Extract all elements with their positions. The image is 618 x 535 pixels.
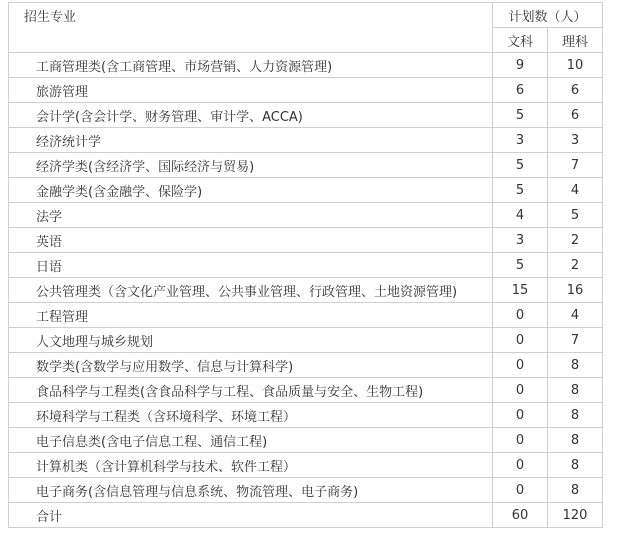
wenke-count-cell: 5 xyxy=(493,253,548,278)
wenke-count-cell: 3 xyxy=(493,228,548,253)
like-count-cell: 4 xyxy=(548,178,603,203)
total-like-cell: 120 xyxy=(548,503,603,528)
like-count-cell: 10 xyxy=(548,53,603,78)
wenke-count-cell: 0 xyxy=(493,453,548,478)
table-row xyxy=(9,428,603,453)
major-name-cell: 经济统计学 xyxy=(9,128,493,153)
table-row xyxy=(9,228,603,253)
table-row xyxy=(9,403,603,428)
table-row xyxy=(9,328,603,353)
major-name-cell: 食品科学与工程类(含食品科学与工程、食品质量与安全、生物工程) xyxy=(9,378,493,403)
major-name-cell: 经济学类(含经济学、国际经济与贸易) xyxy=(9,153,493,178)
major-header: 招生专业 xyxy=(9,3,493,53)
major-name-cell: 计算机类（含计算机科学与技术、软件工程） xyxy=(9,453,493,478)
wenke-count-cell: 0 xyxy=(493,378,548,403)
table-row xyxy=(9,478,603,503)
header-row xyxy=(9,3,603,28)
major-name-cell: 环境科学与工程类（含环境科学、环境工程） xyxy=(9,403,493,428)
wenke-count-cell: 4 xyxy=(493,203,548,228)
table-row xyxy=(9,378,603,403)
like-count-cell: 2 xyxy=(548,253,603,278)
major-name-cell: 电子商务(含信息管理与信息系统、物流管理、电子商务) xyxy=(9,478,493,503)
wenke-count-cell: 0 xyxy=(493,478,548,503)
wenke-count-cell: 3 xyxy=(493,128,548,153)
plan-header: 计划数（人） xyxy=(493,3,603,28)
wenke-count-cell: 5 xyxy=(493,103,548,128)
wenke-count-cell: 15 xyxy=(493,278,548,303)
wenke-count-cell: 6 xyxy=(493,78,548,103)
like-count-cell: 6 xyxy=(548,78,603,103)
major-name-cell: 电子信息类(含电子信息工程、通信工程) xyxy=(9,428,493,453)
like-count-cell: 8 xyxy=(548,403,603,428)
major-name-cell: 日语 xyxy=(9,253,493,278)
wenke-count-cell: 0 xyxy=(493,353,548,378)
table-row xyxy=(9,303,603,328)
table-row xyxy=(9,153,603,178)
table-row xyxy=(9,103,603,128)
like-count-cell: 8 xyxy=(548,353,603,378)
table-row xyxy=(9,53,603,78)
table-row xyxy=(9,128,603,153)
enrollment-plan-table xyxy=(8,2,603,528)
like-count-cell: 7 xyxy=(548,153,603,178)
major-name-cell: 金融学类(含金融学、保险学) xyxy=(9,178,493,203)
like-count-cell: 8 xyxy=(548,378,603,403)
wenke-count-cell: 5 xyxy=(493,178,548,203)
table-row xyxy=(9,453,603,478)
like-count-cell: 7 xyxy=(548,328,603,353)
major-name-cell: 会计学(含会计学、财务管理、审计学、ACCA) xyxy=(9,103,493,128)
major-name-cell: 工商管理类(含工商管理、市场营销、人力资源管理) xyxy=(9,53,493,78)
like-count-cell: 8 xyxy=(548,453,603,478)
like-count-cell: 8 xyxy=(548,428,603,453)
total-wenke-cell: 60 xyxy=(493,503,548,528)
wenke-count-cell: 0 xyxy=(493,403,548,428)
total-label-cell: 合计 xyxy=(9,503,493,528)
wenke-header: 文科 xyxy=(493,28,548,53)
wenke-count-cell: 0 xyxy=(493,303,548,328)
table-row xyxy=(9,278,603,303)
like-count-cell: 6 xyxy=(548,103,603,128)
major-name-cell: 公共管理类（含文化产业管理、公共事业管理、行政管理、土地资源管理) xyxy=(9,278,493,303)
table-row xyxy=(9,203,603,228)
like-count-cell: 4 xyxy=(548,303,603,328)
wenke-count-cell: 0 xyxy=(493,328,548,353)
major-name-cell: 旅游管理 xyxy=(9,78,493,103)
like-count-cell: 2 xyxy=(548,228,603,253)
like-count-cell: 16 xyxy=(548,278,603,303)
major-name-cell: 法学 xyxy=(9,203,493,228)
wenke-count-cell: 9 xyxy=(493,53,548,78)
wenke-count-cell: 5 xyxy=(493,153,548,178)
like-count-cell: 3 xyxy=(548,128,603,153)
table-row xyxy=(9,78,603,103)
table-body xyxy=(9,3,603,528)
table-row xyxy=(9,253,603,278)
major-name-cell: 工程管理 xyxy=(9,303,493,328)
major-name-cell: 人文地理与城乡规划 xyxy=(9,328,493,353)
like-count-cell: 8 xyxy=(548,478,603,503)
total-row xyxy=(9,503,603,528)
like-header: 理科 xyxy=(548,28,603,53)
major-name-cell: 数学类(含数学与应用数学、信息与计算科学) xyxy=(9,353,493,378)
table-row xyxy=(9,353,603,378)
major-name-cell: 英语 xyxy=(9,228,493,253)
like-count-cell: 5 xyxy=(548,203,603,228)
table-row xyxy=(9,178,603,203)
wenke-count-cell: 0 xyxy=(493,428,548,453)
